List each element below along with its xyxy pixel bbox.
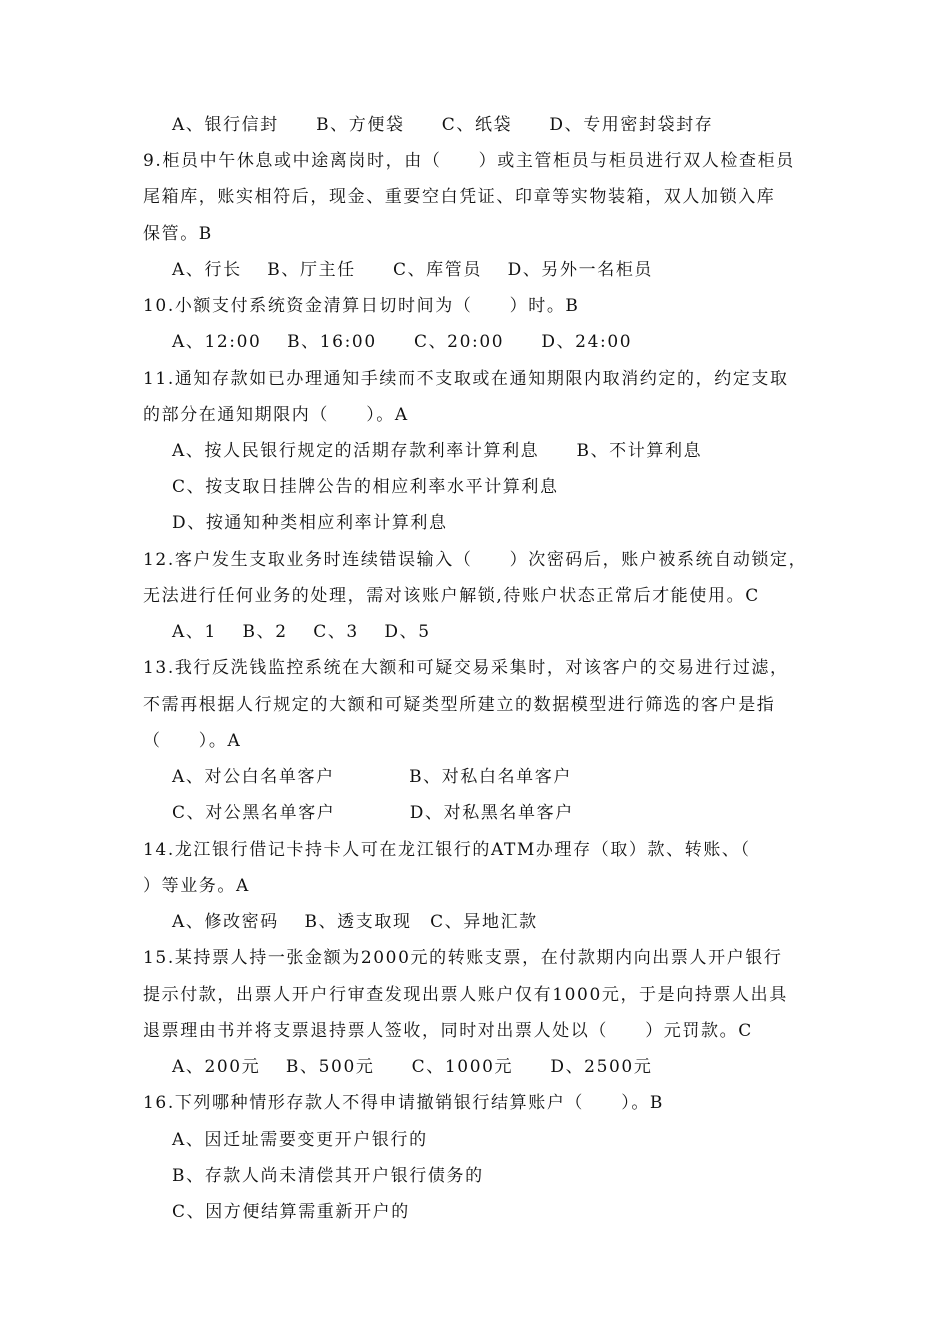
- q14-stem-line2: ）等业务。A: [143, 876, 250, 896]
- q16-option-b: B、存款人尚未清偿其开户银行债务的: [172, 1166, 484, 1186]
- q13-stem-line1: 13.我行反洗钱监控系统在大额和可疑交易采集时，对该客户的交易进行过滤，: [143, 658, 789, 678]
- q9-stem-line1: 9.柜员中午休息或中途离岗时，由（ ）或主管柜员与柜员进行双人检查柜员: [143, 151, 795, 171]
- q16-stem: 16.下列哪种情形存款人不得申请撤销银行结算账户（ ）。B: [143, 1093, 665, 1113]
- q10-stem: 10.小额支付系统资金清算日切时间为（ ）时。B: [143, 296, 580, 316]
- q9-options: A、行长 B、厅主任 C、库管员 D、另外一名柜员: [172, 260, 654, 280]
- q15-stem-line3: 退票理由书并将支票退持票人签收，同时对出票人处以（ ）元罚款。C: [143, 1021, 753, 1041]
- q12-options: A、1 B、2 C、3 D、5: [172, 622, 431, 642]
- q9-stem-line3: 保管。B: [143, 224, 213, 244]
- q11-option-ab: A、按人民银行规定的活期存款利率计算利息 B、不计算利息: [172, 441, 703, 461]
- q11-option-d: D、按通知种类相应利率计算利息: [172, 513, 448, 533]
- q11-stem-line2: 的部分在通知期限内（ ）。A: [143, 405, 409, 425]
- q8-options: A、银行信封 B、方便袋 C、纸袋 D、专用密封袋封存: [172, 115, 714, 135]
- q13-stem-line3: （ ）。A: [143, 731, 242, 751]
- q9-stem-line2: 尾箱库，账实相符后，现金、重要空白凭证、印章等实物装箱，双人加锁入库: [143, 187, 776, 207]
- q15-stem-line1: 15.某持票人持一张金额为2000元的转账支票，在付款期内向出票人开户银行: [143, 948, 783, 968]
- q16-option-a: A、因迁址需要变更开户银行的: [172, 1130, 428, 1150]
- q14-options: A、修改密码 B、透支取现 C、异地汇款: [172, 912, 538, 932]
- q10-options: A、12:00 B、16:00 C、20:00 D、24:00: [172, 332, 633, 352]
- q11-stem-line1: 11.通知存款如已办理通知手续而不支取或在通知期限内取消约定的，约定支取: [143, 369, 789, 389]
- q11-option-c: C、按支取日挂牌公告的相应利率水平计算利息: [172, 477, 559, 497]
- q12-stem-line2: 无法进行任何业务的处理，需对该账户解锁,待账户状态正常后才能使用。C: [143, 586, 760, 606]
- q14-stem-line1: 14.龙江银行借记卡持卡人可在龙江银行的ATM办理存（取）款、转账、（: [143, 840, 751, 860]
- q15-stem-line2: 提示付款，出票人开户行审查发现出票人账户仅有1000元，于是向持票人出具: [143, 985, 788, 1005]
- q13-option-cd: C、对公黑名单客户 D、对私黑名单客户: [172, 803, 574, 823]
- q16-option-c: C、因方便结算需重新开户的: [172, 1202, 410, 1222]
- q13-stem-line2: 不需再根据人行规定的大额和可疑类型所建立的数据模型进行筛选的客户是指: [143, 695, 776, 715]
- q12-stem-line1: 12.客户发生支取业务时连续错误输入（ ）次密码后，账户被系统自动锁定，: [143, 550, 808, 570]
- q15-options: A、200元 B、500元 C、1000元 D、2500元: [172, 1057, 653, 1077]
- q13-option-ab: A、对公白名单客户 B、对私白名单客户: [172, 767, 572, 787]
